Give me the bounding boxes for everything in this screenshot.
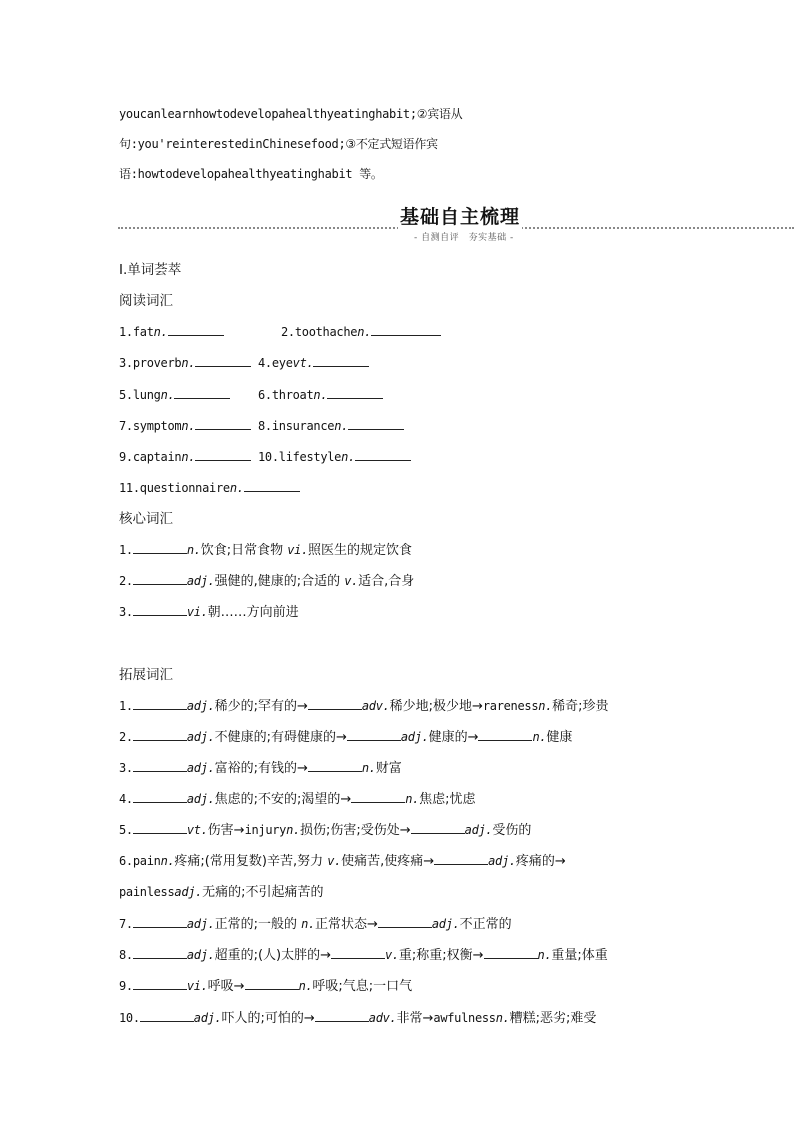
reading-item: 7.symptomn. (119, 416, 251, 436)
answer-blank[interactable] (133, 540, 187, 554)
answer-blank[interactable] (133, 914, 187, 928)
extend-item: 4. adj.焦虑的;不安的;渴望的→ n.焦虑;忧虑 (119, 789, 475, 809)
answer-blank[interactable] (133, 976, 187, 990)
section-title: 基础自主梳理 (398, 202, 522, 229)
right-arrow-icon: → (423, 854, 435, 869)
core-item: 2. adj.强健的,健康的;合适的 v.适合,合身 (119, 571, 414, 591)
answer-blank[interactable] (308, 696, 362, 710)
right-arrow-icon: → (296, 699, 308, 714)
answer-blank[interactable] (133, 696, 187, 710)
answer-blank[interactable] (133, 945, 187, 959)
extend-item: 6.painn.疼痛;(常用复数)辛苦,努力 v.使痛苦,使疼痛→ adj.疼痛的→ (119, 851, 566, 871)
answer-blank[interactable] (478, 727, 532, 741)
extend-item: 10. adj.吓人的;可怕的→ adv.非常→awfulnessn.糟糕;恶劣;难受 (119, 1008, 596, 1028)
answer-blank[interactable] (315, 1008, 369, 1022)
answer-blank[interactable] (411, 820, 465, 834)
answer-blank[interactable] (174, 385, 230, 399)
extend-item: 9. vi.呼吸→ n.呼吸;气息;一口气 (119, 976, 412, 996)
answer-blank[interactable] (133, 571, 187, 585)
right-arrow-icon: → (422, 1011, 434, 1026)
answer-blank[interactable] (244, 478, 300, 492)
right-arrow-icon: → (320, 948, 331, 963)
extend-heading: 拓展词汇 (119, 667, 173, 683)
intro-line-1: youcanlearnhowtodevelopahealthyeatinghabit;②宾语从 (119, 107, 463, 121)
answer-blank[interactable] (133, 602, 187, 616)
answer-blank[interactable] (313, 353, 369, 367)
reading-item: 2.toothachen. (281, 322, 441, 342)
extend-item: 7. adj.正常的;一般的 n.正常状态→ adj.不正常的 (119, 914, 512, 934)
extend-item: 3. adj.富裕的;有钱的→ n.财富 (119, 758, 402, 778)
answer-blank[interactable] (327, 385, 383, 399)
answer-blank[interactable] (331, 945, 385, 959)
answer-blank[interactable] (140, 1008, 194, 1022)
answer-blank[interactable] (355, 447, 411, 461)
answer-blank[interactable] (484, 945, 538, 959)
right-arrow-icon: → (233, 979, 245, 994)
right-arrow-icon: → (340, 792, 352, 807)
reading-item: 5.lungn. (119, 385, 230, 405)
right-arrow-icon: → (233, 823, 245, 838)
intro-line-3: 语:howtodevelopahealthyeatinghabit 等。 (119, 167, 383, 181)
right-arrow-icon: → (335, 730, 347, 745)
right-arrow-icon: → (471, 699, 483, 714)
answer-blank[interactable] (308, 758, 362, 772)
answer-blank[interactable] (195, 447, 251, 461)
answer-blank[interactable] (378, 914, 432, 928)
extend-item: 2. adj.不健康的;有碍健康的→ adj.健康的→ n.健康 (119, 727, 572, 747)
right-arrow-icon: → (472, 948, 484, 963)
extend-item: 1. adj.稀少的;罕有的→ adv.稀少地;极少地→rarenessn.稀奇;珍贵 (119, 696, 609, 716)
reading-item: 4.eyevt. (258, 353, 369, 373)
right-arrow-icon: → (366, 917, 378, 932)
answer-blank[interactable] (133, 758, 187, 772)
answer-blank[interactable] (133, 789, 187, 803)
section-subtitle: - 自测自评 夯实基础 - (414, 233, 514, 243)
answer-blank[interactable] (133, 820, 187, 834)
answer-blank[interactable] (347, 727, 401, 741)
answer-blank[interactable] (351, 789, 405, 803)
right-arrow-icon: → (303, 1011, 315, 1026)
reading-heading: 阅读词汇 (119, 293, 173, 309)
section-header (118, 200, 794, 242)
answer-blank[interactable] (371, 322, 441, 336)
extend-item: 5. vt.伤害→injuryn.损伤;伤害;受伤处→ adj.受伤的 (119, 820, 531, 840)
reading-item: 8.insurancen. (258, 416, 404, 436)
right-arrow-icon: → (399, 823, 411, 838)
reading-item: 11.questionnairen. (119, 478, 300, 498)
answer-blank[interactable] (195, 353, 251, 367)
core-item: 3. vi.朝……方向前进 (119, 602, 299, 622)
answer-blank[interactable] (348, 416, 404, 430)
reading-item: 6.throatn. (258, 385, 383, 405)
answer-blank[interactable] (245, 976, 299, 990)
intro-line-2: 句:you'reinterestedinChinesefood;③不定式短语作宾 (119, 137, 438, 151)
extend-item: 8. adj.超重的;(人)太胖的→ v.重;称重;权衡→ n.重量;体重 (119, 945, 608, 965)
core-heading: 核心词汇 (119, 511, 173, 527)
reading-item: 9.captainn. (119, 447, 251, 467)
answer-blank[interactable] (133, 727, 187, 741)
answer-blank[interactable] (195, 416, 251, 430)
reading-item: 3.proverbn. (119, 353, 251, 373)
core-item: 1. n.饮食;日常食物 vi.照医生的规定饮食 (119, 540, 412, 560)
right-arrow-icon: → (554, 854, 566, 869)
part-heading: Ⅰ.单词荟萃 (119, 262, 182, 278)
reading-item: 10.lifestylen. (258, 447, 411, 467)
extend-item-continued: painlessadj.无痛的;不引起痛苦的 (119, 885, 324, 900)
answer-blank[interactable] (168, 322, 224, 336)
right-arrow-icon: → (467, 730, 479, 745)
reading-item: 1.fatn. (119, 322, 224, 342)
right-arrow-icon: → (296, 761, 308, 776)
answer-blank[interactable] (434, 851, 488, 865)
